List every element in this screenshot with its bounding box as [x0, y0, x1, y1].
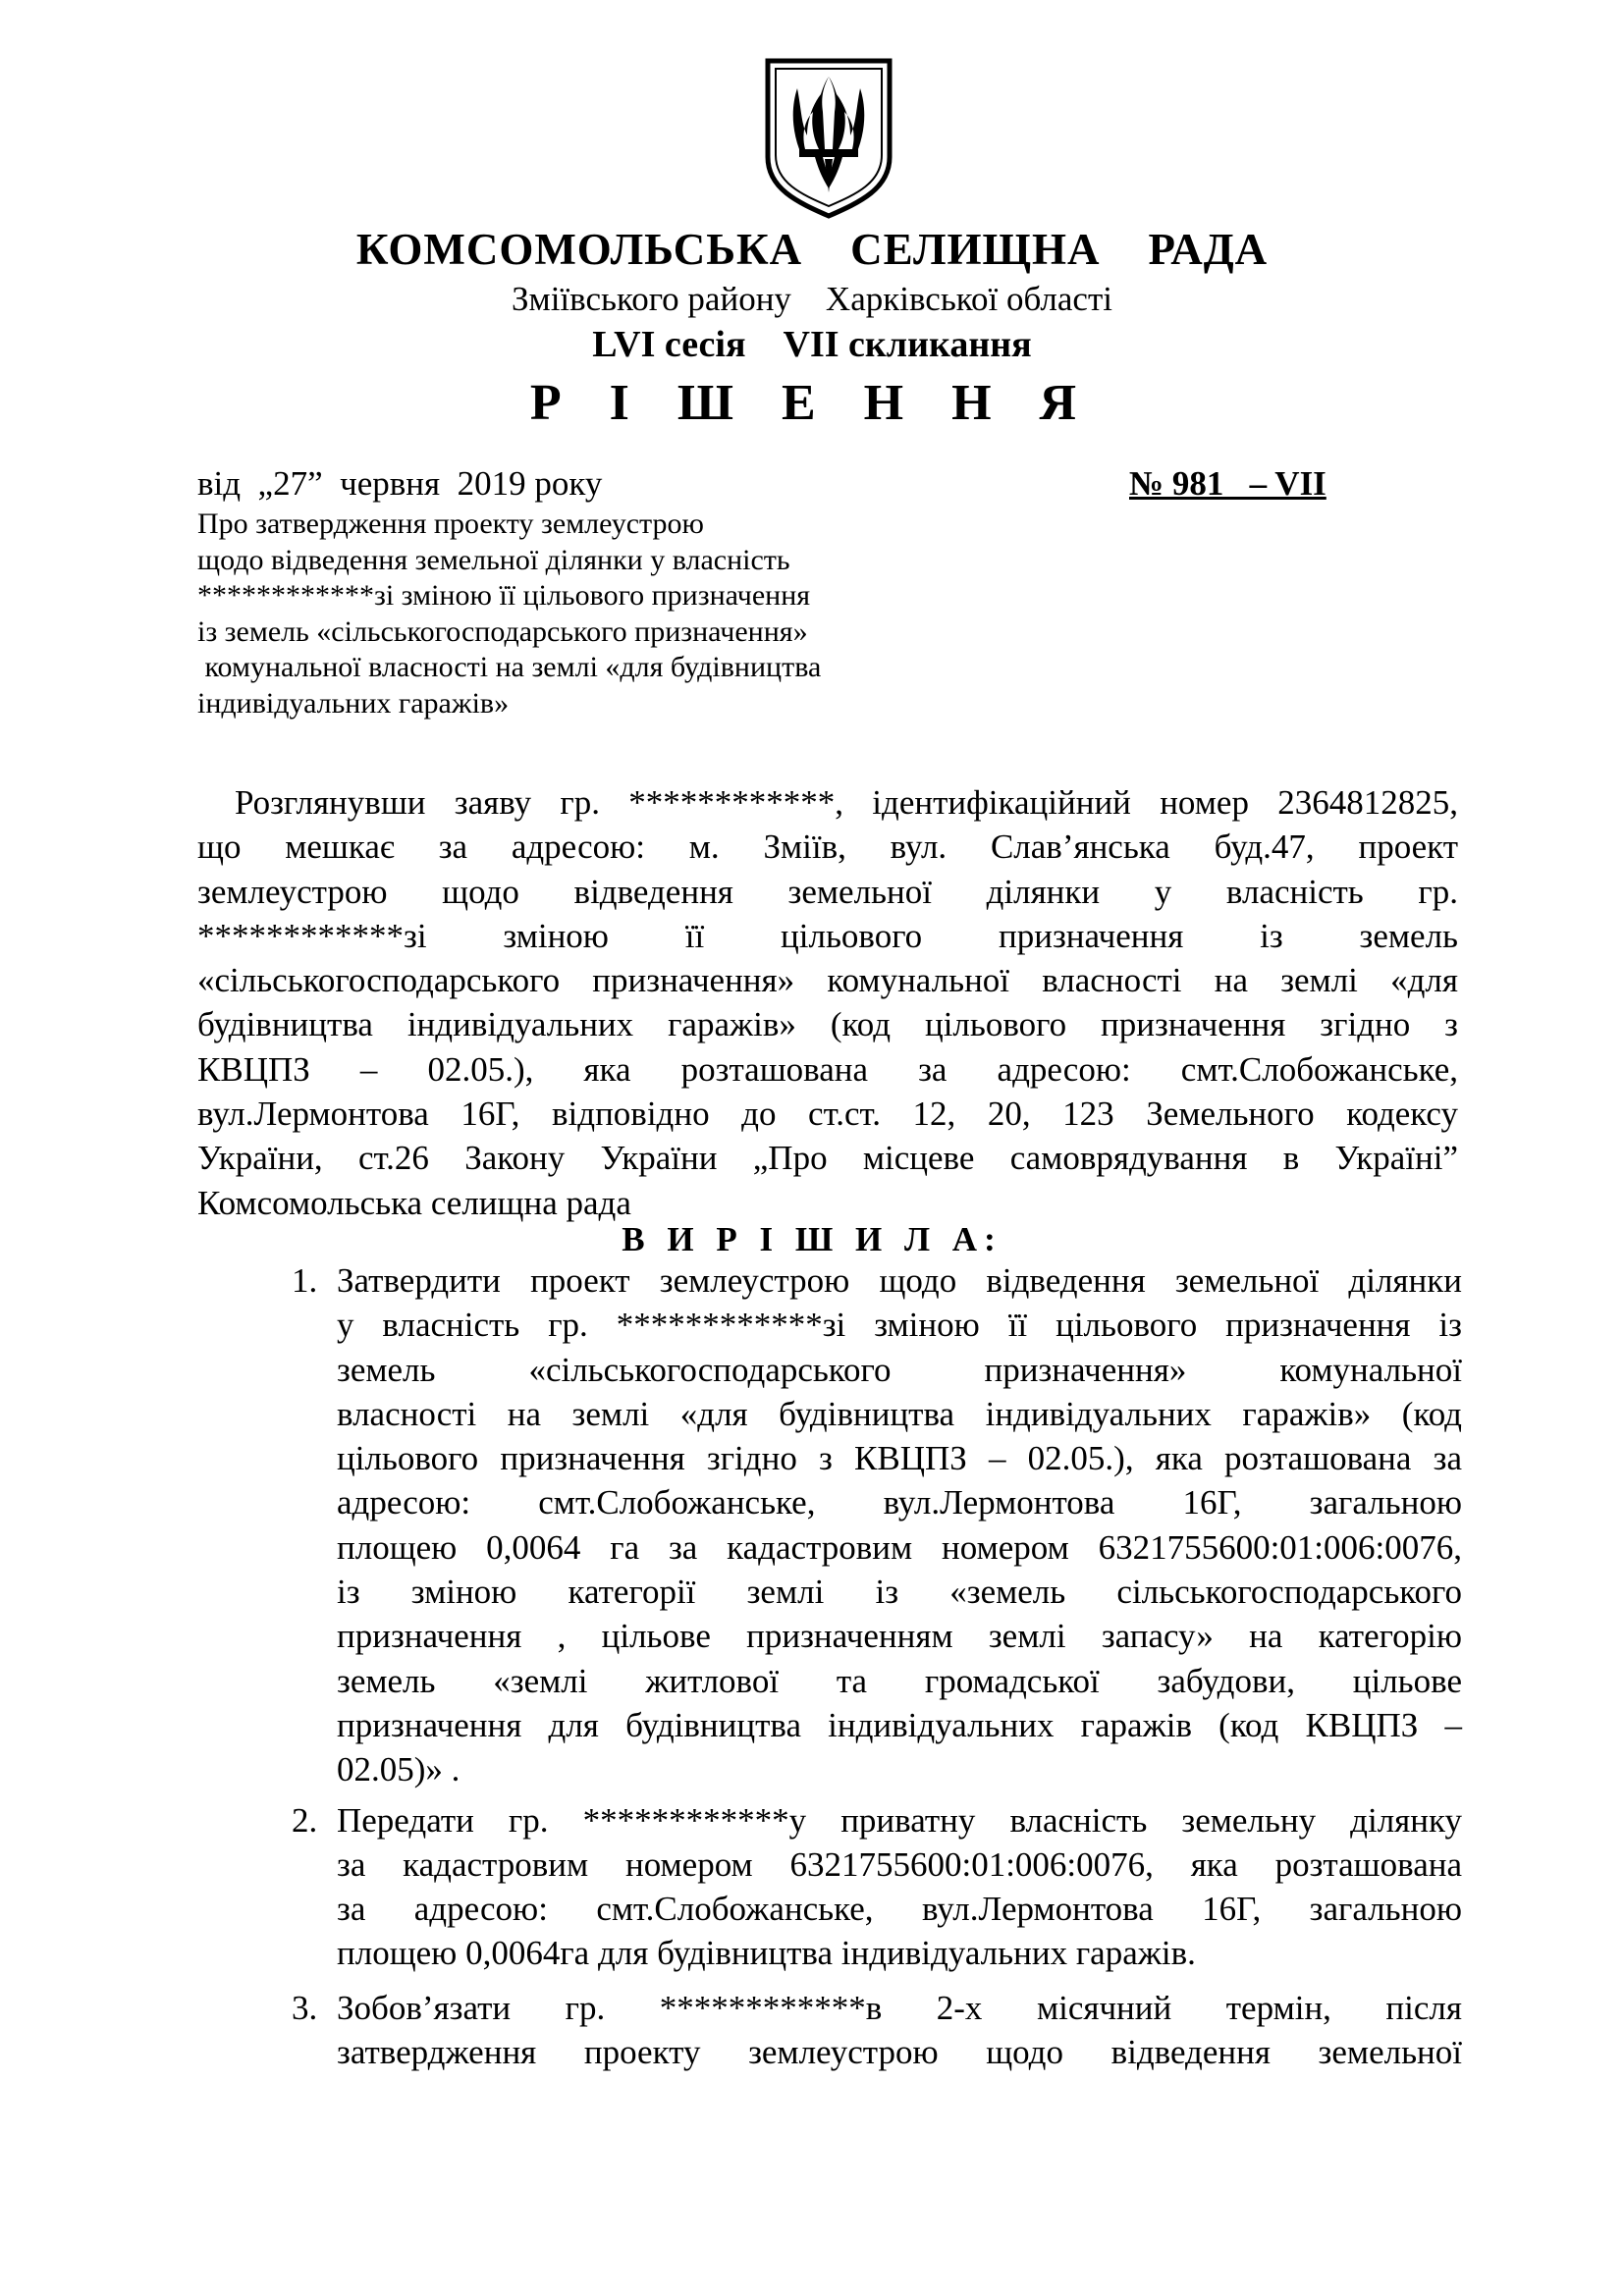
preamble-paragraph	[197, 780, 1458, 1225]
item-line: за адресою: смт.Слобожанське, вул.Лермонтова 16Г, загальною	[337, 1890, 1462, 1929]
decision-date: від „27” червня 2019 року	[197, 464, 603, 503]
district-line: Зміївського району Харківської області	[512, 280, 1112, 318]
item-line: 02.05)» .	[337, 1750, 460, 1789]
item-line: із зміною категорії землі із «земель сільськогосподарського	[337, 1573, 1462, 1612]
document-type-title: Р І Ш Е Н Н Я	[529, 375, 1095, 431]
item-line: адресою: смт.Слобожанське, вул.Лермонтова 16Г, загальною	[337, 1483, 1462, 1522]
preamble-line: землеустрою щодо відведення земельної ділянки у власність гр.	[197, 872, 1458, 911]
preamble-line: «сільськогосподарського призначення» комунальної власності на землі «для	[197, 961, 1458, 1000]
preamble-line: Розглянувши заяву гр. ************, ідентифікаційний номер 2364812825,	[235, 783, 1458, 822]
item-line: власності на землі «для будівництва індивідуальних гаражів» (код	[337, 1394, 1462, 1433]
resolution-item	[292, 1986, 1462, 2075]
council-name: КОМСОМОЛЬСЬКА СЕЛИЩНА РАДА	[355, 225, 1269, 274]
subject-line: комунальної власності на землі «для будівництва	[197, 651, 822, 683]
item-line: Зобов’язати гр. ************в 2-х місячний термін, після	[337, 1988, 1462, 2027]
item-line: затвердження проекту землеустрою щодо відведення земельної	[337, 2033, 1462, 2072]
session-line: LVI сесія VII скликання	[592, 324, 1032, 365]
item-line: площею 0,0064 га за кадастровим номером 6321755600:01:006:0076,	[337, 1527, 1462, 1567]
item-line: Затвердити проект землеустрою щодо відведення земельної ділянки	[337, 1261, 1462, 1300]
item-line: цільового призначення згідно з КВЦПЗ – 02.05.), яка розташована за	[337, 1439, 1462, 1478]
item-number: 3.	[292, 1988, 318, 2027]
subject-line: індивідуальних гаражів»	[197, 686, 510, 720]
item-number: 1.	[292, 1261, 318, 1300]
trident-coat-of-arms-icon	[762, 55, 895, 220]
item-line: площею 0,0064га для будівництва індивідуальних гаражів.	[337, 1934, 1196, 1973]
decision-number: № 981 – VII	[1129, 464, 1326, 503]
resolved-heading: В И Р І Ш И Л А:	[622, 1220, 1002, 1258]
preamble-line: України, ст.26 Закону України „Про місцеве самоврядування в Україні”	[197, 1139, 1458, 1178]
item-line: земель «землі житлової та громадської забудови, цільове	[337, 1661, 1462, 1700]
subject-line: щодо відведення земельної ділянки у власність	[197, 543, 790, 576]
item-line: призначення для будівництва індивідуальних гаражів (код КВЦПЗ –	[337, 1705, 1462, 1744]
preamble-line: КВЦПЗ – 02.05.), яка розташована за адресою: смт.Слобожанське,	[197, 1049, 1458, 1089]
resolution-items	[292, 1258, 1462, 2074]
item-number: 2.	[292, 1800, 318, 1840]
item-line: у власність гр. ************зі зміною її цільового призначення із	[337, 1306, 1462, 1345]
item-line: земель «сільськогосподарського призначення» комунальної	[337, 1350, 1462, 1389]
preamble-line: ************зі зміною її цільового призначення із земель	[197, 916, 1458, 955]
preamble-line: Комсомольська селищна рада	[197, 1183, 631, 1222]
subject-line: Про затвердження проекту землеустрою	[197, 507, 704, 540]
resolution-item	[292, 1258, 1462, 1792]
item-line: Передати гр. ************у приватну власність земельну ділянку	[337, 1800, 1462, 1840]
item-line: призначення , цільове призначенням землі запасу» на категорію	[337, 1617, 1462, 1656]
preamble-line: що мешкає за адресою: м. Зміїв, вул. Слав’янська буд.47, проект	[197, 828, 1458, 867]
subject-line: ************зі зміною її цільового призначення	[197, 579, 811, 612]
subject-line: із земель «сільськогосподарського призначення»	[197, 614, 808, 648]
preamble-line: будівництва індивідуальних гаражів» (код цільового призначення згідно з	[197, 1005, 1458, 1044]
item-line: за кадастровим номером 6321755600:01:006:0076, яка розташована	[337, 1844, 1462, 1884]
preamble-line: вул.Лермонтова 16Г, відповідно до ст.ст. 12, 20, 123 Земельного кодексу	[197, 1095, 1458, 1134]
resolution-item	[292, 1798, 1462, 1976]
decision-subject	[197, 507, 963, 721]
